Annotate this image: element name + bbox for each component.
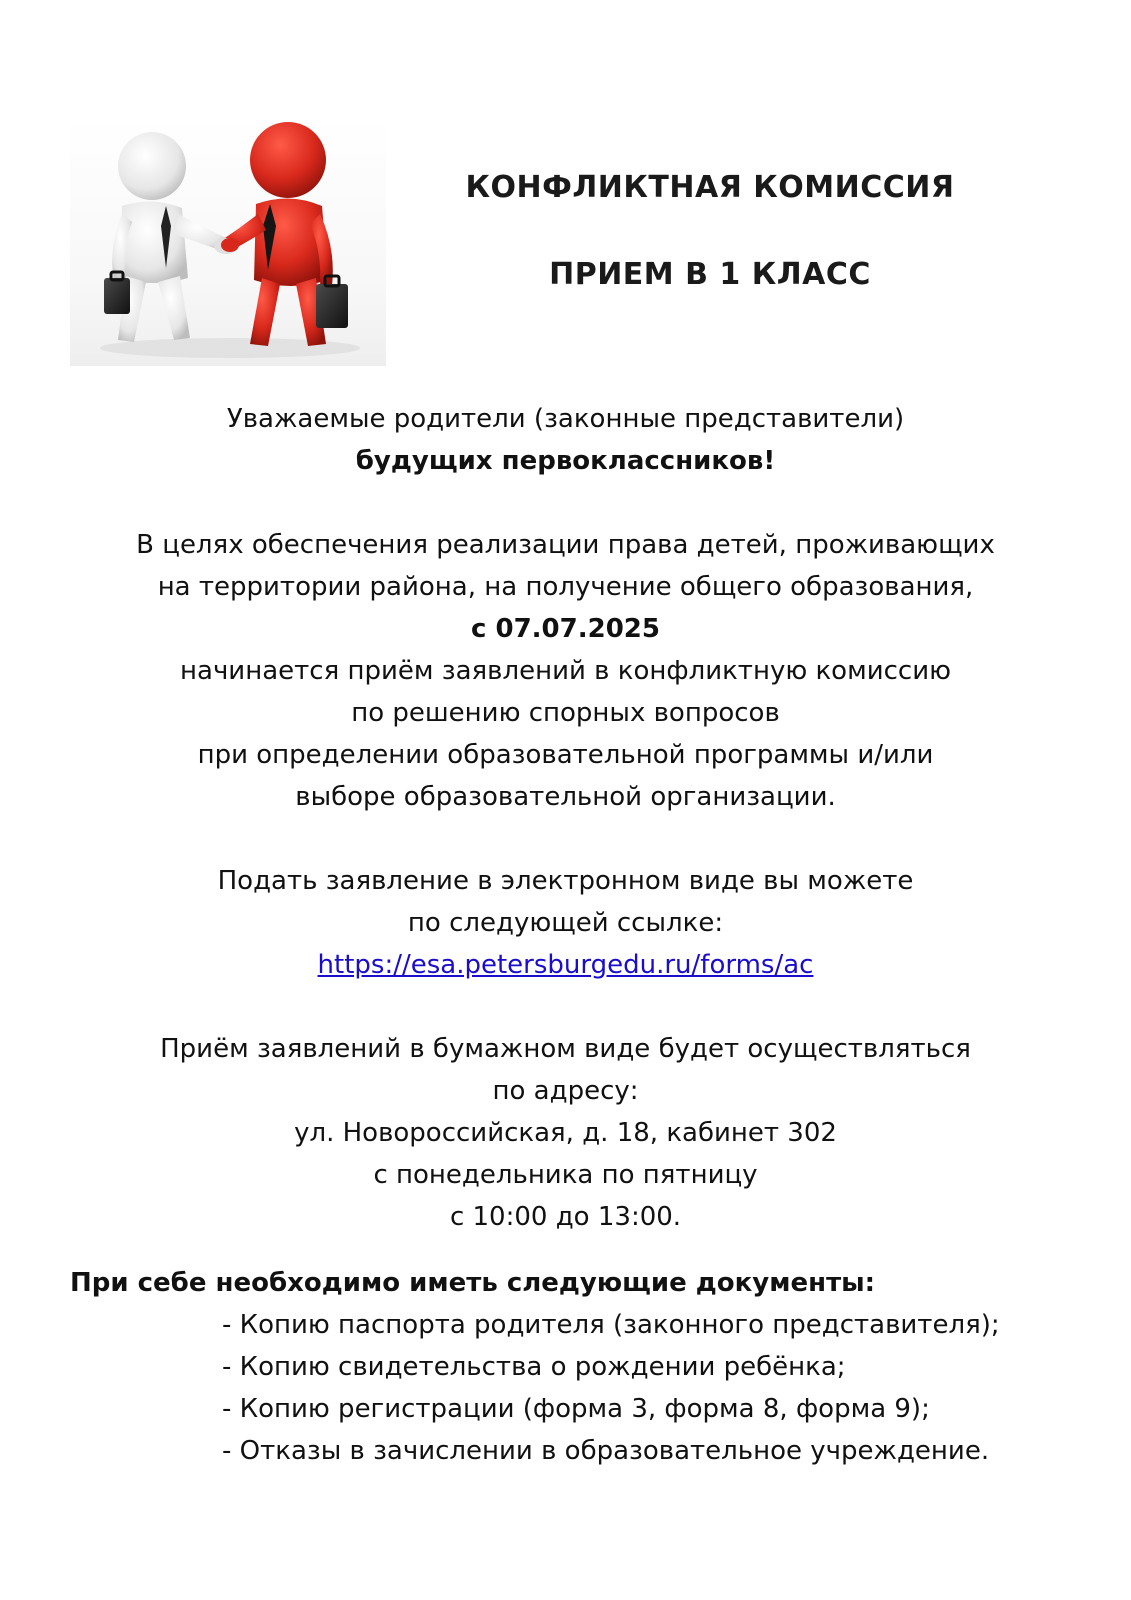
- online-line: по следующей ссылке:: [407, 908, 724, 938]
- address: ул. Новороссийская, д. 18, кабинет 302: [294, 1118, 837, 1148]
- list-item: - Копию свидетельства о рождении ребёнка;: [222, 1352, 846, 1382]
- documents-title: При себе необходимо иметь следующие документы:: [70, 1268, 876, 1298]
- list-item: - Отказы в зачислении в образовательное учреждение.: [222, 1436, 990, 1466]
- handshake-illustration: [70, 118, 386, 366]
- announcement-line: выборе образовательной организации.: [295, 782, 836, 812]
- announcement-line: начинается приём заявлений в конфликтную комиссию: [180, 656, 951, 686]
- announcement-line: при определении образовательной программы и/или: [197, 740, 934, 770]
- list-item: - Копию регистрации (форма 3, форма 8, форма 9);: [222, 1394, 930, 1424]
- greeting-line: Уважаемые родители (законные представители): [226, 404, 905, 434]
- announcement-line: на территории района, на получение общего образования,: [157, 572, 974, 602]
- paper-line: Приём заявлений в бумажном виде будет осуществляться: [160, 1034, 971, 1064]
- start-date: с 07.07.2025: [471, 614, 660, 644]
- announcement-body: [0, 398, 1131, 1238]
- documents-list: [70, 1304, 1120, 1472]
- paper-line: по адресу:: [492, 1076, 639, 1106]
- page-subtitle: ПРИЕМ В 1 КЛАСС: [549, 257, 871, 292]
- page-title: КОНФЛИКТНАЯ КОМИССИЯ: [465, 170, 955, 205]
- greeting-emphasis: будущих первоклассников!: [355, 446, 776, 476]
- documents-section: [70, 1262, 1120, 1472]
- header: [430, 170, 990, 292]
- working-days: с понедельника по пятницу: [373, 1160, 758, 1190]
- online-line: Подать заявление в электронном виде вы можете: [217, 866, 914, 896]
- handshake-figures-icon: [70, 118, 386, 366]
- announcement-line: по решению спорных вопросов: [351, 698, 780, 728]
- working-hours: с 10:00 до 13:00.: [449, 1202, 682, 1232]
- list-item: - Копию паспорта родителя (законного представителя);: [222, 1310, 1000, 1340]
- application-link[interactable]: https://esa.petersburgedu.ru/forms/ac: [317, 950, 814, 980]
- announcement-line: В целях обеспечения реализации права детей, проживающих: [136, 530, 995, 560]
